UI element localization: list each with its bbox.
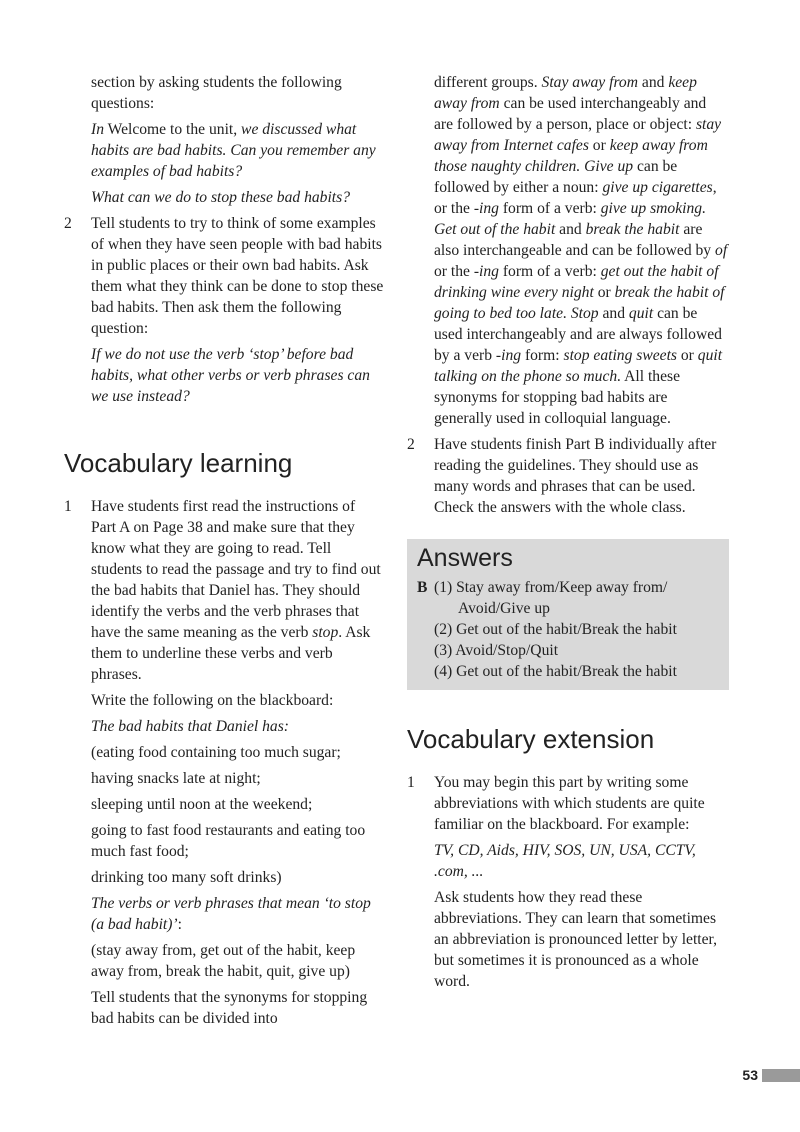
text-run: give up smoking. Get out of the habit [434, 200, 706, 238]
text-run: form of a verb: [498, 200, 601, 217]
item-1-text-a: Have students first read the instructions of Part A on Page 38 and make sure that they know what they are going to read. Tell students to read the passage and try to find out the bad habits that Daniel has. They should identify the verbs and the verb phrases that have the same meaning as the verb [91, 498, 381, 641]
left-item-1 [64, 496, 384, 1034]
abbreviation-examples: TV, CD, Aids, HIV, SOS, UN, USA, CCTV, .com, ... [434, 842, 696, 880]
question-1-plain: Welcome to the unit, [104, 121, 238, 138]
question-1-rest: we discussed what habits are bad habits. Can you remember any examples of bad habits? [91, 121, 376, 180]
verbs-title-colon: : [177, 916, 182, 933]
write-following: Write the following on the blackboard: [91, 692, 334, 709]
habit-item: drinking too many soft drinks) [91, 869, 282, 886]
text-run: and [638, 74, 669, 91]
item-2-question: If we do not use the verb ‘stop’ before bad habits, what other verbs or verb phrases can we use instead? [91, 346, 370, 405]
item-number: 2 [64, 215, 72, 232]
text-run: Stay away from [541, 74, 638, 91]
text-run: can be used interchangeably and are always followed by a verb [434, 305, 722, 364]
left-column [64, 72, 384, 1039]
answer-item: (3) Avoid/Stop/Quit [434, 642, 559, 659]
text-run: quit talking on the phone so much. [434, 347, 723, 385]
synonyms-paragraph [407, 72, 729, 429]
question-1-prefix: In [91, 121, 104, 138]
text-run: get out the habit of drinking wine every night [434, 263, 719, 301]
text-run: or [593, 284, 615, 301]
text-run: stop eating sweets [563, 347, 677, 364]
text-run: or [676, 347, 698, 364]
right-item-2 [407, 434, 729, 523]
text-run: stay away from Internet cafes [434, 116, 722, 154]
text-run: quit [628, 305, 654, 322]
answer-item: (1) Stay away from/Keep away from/ [434, 579, 668, 596]
right-item-1 [407, 772, 729, 997]
habit-item: going to fast food restaurants and eating too much fast food; [91, 822, 366, 860]
text-run: form of a verb: [498, 263, 601, 280]
item-number: 1 [407, 774, 415, 791]
text-run: All these synonyms for stopping bad habits are generally used in colloquial language. [434, 368, 681, 427]
item-number: 2 [407, 436, 415, 453]
habit-item: sleeping until noon at the weekend; [91, 796, 313, 813]
habit-item: having snacks late at night; [91, 770, 261, 787]
verbs-title [91, 893, 384, 935]
synonyms-line: Tell students that the synonyms for stopping bad habits can be divided into [91, 989, 368, 1027]
vocabulary-extension-heading: Vocabulary extension [407, 724, 655, 754]
left-item-2 [64, 213, 384, 412]
text-run: form: [521, 347, 564, 364]
question-2: What can we do to stop these bad habits? [91, 189, 351, 206]
vocabulary-learning-heading: Vocabulary learning [64, 448, 293, 478]
text-run: -ing [473, 200, 499, 217]
verbs-list: (stay away from, get out of the habit, keep away from, break the habit, quit, give up) [91, 942, 356, 980]
text-run: keep away from those naughty children. Give up [434, 137, 708, 175]
answers-letter: B [417, 579, 428, 596]
item-number: 1 [64, 498, 72, 515]
text-run: -ing [495, 347, 522, 364]
page-number-bar [762, 1069, 800, 1082]
answers-heading: Answers [417, 544, 513, 572]
text-run: are also interchangeable and can be followed by [434, 221, 716, 259]
text-run: give up cigarettes [602, 179, 713, 196]
bad-habits-title: The bad habits that Daniel has: [91, 718, 289, 735]
verbs-title-text: The verbs or verb phrases that mean ‘to stop (a bad habit)’ [91, 895, 371, 933]
item-2-text: Tell students to try to think of some examples of when they have seen people with bad habits in public places or their own bad habits. Ask them what they think can be done to stop these bad habits. Then ask them the following question: [91, 215, 384, 337]
answer-item: (4) Get out of the habit/Break the habit [434, 663, 677, 680]
habit-item: (eating food containing too much sugar; [91, 744, 341, 761]
page-number-text: 53 [742, 1066, 758, 1083]
right-column [407, 72, 729, 1002]
item-1-text [91, 496, 384, 685]
text-run: break the habit [585, 221, 680, 238]
text-run: or the [434, 263, 474, 280]
text-run: break the habit of going to bed too late. Stop [434, 284, 725, 322]
text-run: and [555, 221, 586, 238]
answers-box [407, 539, 729, 690]
text-run: can be used interchangeably and are followed by a person, place or object: [434, 95, 707, 133]
text-run: of [715, 242, 728, 259]
ask-students-text: Ask students how they read these abbreviations. They can learn that sometimes an abbreviation is pronounced letter by letter, but sometimes it is pronounced as a whole word. [434, 889, 717, 990]
text-run: can be followed by either a noun: [434, 158, 678, 196]
item-1-text: You may begin this part by writing some abbreviations with which students are quite familiar on the blackboard. For example: [434, 774, 705, 833]
text-run: different groups. [434, 74, 542, 91]
item-1-text-stop: stop [312, 624, 339, 641]
text-run: or [588, 137, 610, 154]
intro-paragraph: section by asking students the following questions: [91, 74, 342, 112]
answers-section-b [417, 577, 719, 682]
text-run: , or the [434, 179, 717, 217]
answers-list [434, 577, 677, 682]
text-run: -ing [473, 263, 499, 280]
item-2-text: Have students finish Part B individually after reading the guidelines. They should use as many words and phrases that can be used. Check the answers with the whole class. [434, 436, 717, 516]
item-1-text-b: . Ask them to underline these verbs and verb phrases. [91, 624, 371, 683]
answer-item: (2) Get out of the habit/Break the habit [434, 621, 677, 638]
page-number [742, 1067, 800, 1083]
answer-item-continued: Avoid/Give up [458, 600, 550, 617]
question-1 [64, 119, 384, 182]
text-run: keep away from [434, 74, 697, 112]
text-run: and [598, 305, 629, 322]
